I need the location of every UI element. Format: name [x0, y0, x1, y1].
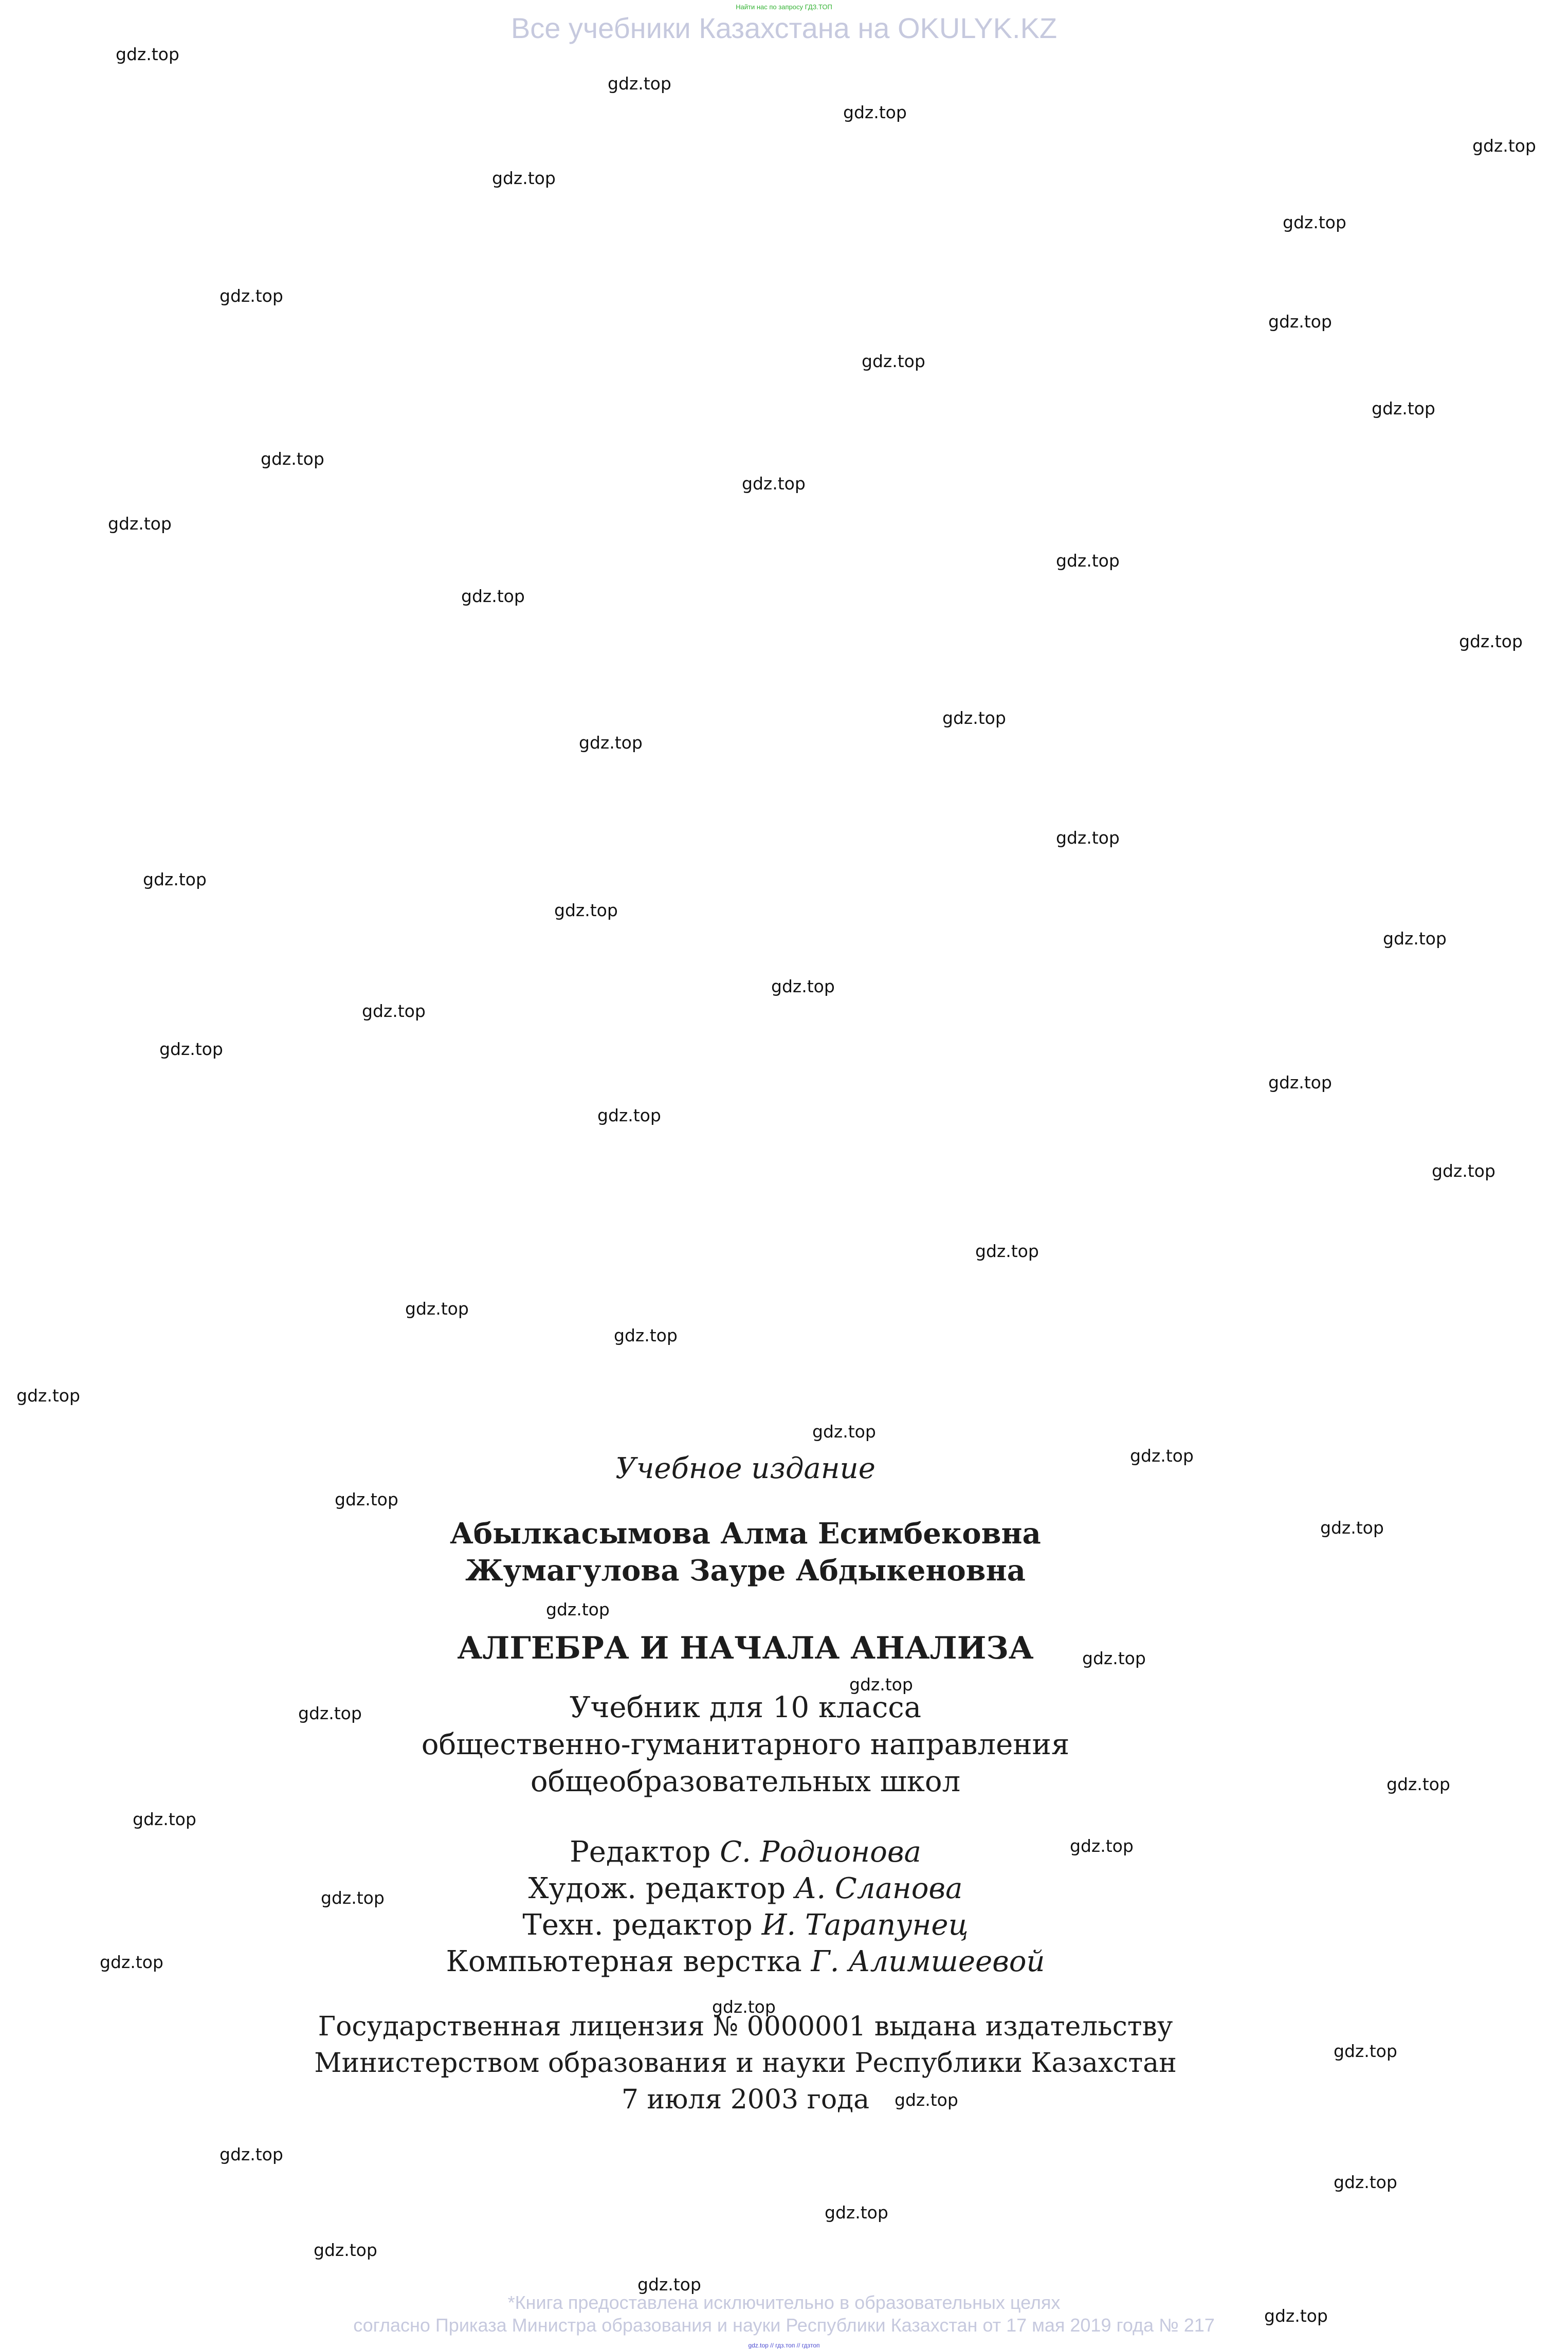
- book-title: АЛГЕБРА И НАЧАЛА АНАЛИЗА: [457, 1630, 1034, 1666]
- watermark: gdz.top: [942, 708, 1006, 728]
- watermark: gdz.top: [261, 449, 324, 469]
- watermark: gdz.top: [812, 1422, 876, 1442]
- watermark: gdz.top: [1082, 1648, 1146, 1668]
- header-note: Найти нас по запросу ГДЗ.ТОП: [736, 3, 832, 11]
- credit-line: [0, 1945, 1491, 1978]
- watermark: gdz.top: [1268, 1072, 1332, 1092]
- watermark: gdz.top: [771, 976, 835, 996]
- watermark: gdz.top: [1372, 398, 1435, 418]
- watermark: gdz.top: [133, 1809, 196, 1829]
- watermark: gdz.top: [862, 351, 925, 371]
- watermark: gdz.top: [614, 1325, 678, 1345]
- credit-line: [0, 1908, 1491, 1942]
- watermark: gdz.top: [608, 74, 671, 94]
- watermark: gdz.top: [1472, 136, 1536, 156]
- watermark: gdz.top: [220, 286, 283, 306]
- watermark: gdz.top: [546, 1599, 610, 1619]
- footer-links[interactable]: gdz.top // гдз.топ // гдзтоп: [748, 2342, 820, 2349]
- footer-disclaimer: *Книга предоставлена исключительно в образовательных целях: [507, 2292, 1061, 2313]
- watermark: gdz.top: [1070, 1836, 1134, 1856]
- license-line: 7 июля 2003 года: [621, 2084, 870, 2115]
- credit-name: С. Родионова: [720, 1835, 921, 1869]
- watermark: gdz.top: [1459, 631, 1523, 651]
- credit-name: И. Тарапунец: [761, 1908, 969, 1942]
- watermark: gdz.top: [554, 900, 618, 920]
- credit-role: Компьютерная верстка: [446, 1945, 802, 1978]
- credit-role: Техн. редактор: [522, 1908, 753, 1942]
- license-line: Государственная лицензия № 0000001 выдана издательству: [318, 2011, 1173, 2042]
- watermark: gdz.top: [1130, 1446, 1194, 1466]
- watermark: gdz.top: [159, 1039, 223, 1059]
- license-line: Министерством образования и науки Республики Казахстан: [314, 2048, 1177, 2079]
- watermark: gdz.top: [220, 2144, 283, 2164]
- watermark: gdz.top: [405, 1299, 469, 1319]
- watermark: gdz.top: [362, 1001, 426, 1021]
- watermark: gdz.top: [1432, 1161, 1496, 1181]
- watermark: gdz.top: [597, 1105, 661, 1125]
- watermark: gdz.top: [637, 2274, 701, 2295]
- watermark: gdz.top: [298, 1703, 362, 1723]
- watermark: gdz.top: [16, 1386, 80, 1406]
- watermark: gdz.top: [849, 1674, 913, 1695]
- watermark: gdz.top: [492, 168, 556, 188]
- watermark: gdz.top: [579, 733, 643, 753]
- watermark: gdz.top: [1320, 1518, 1384, 1538]
- author-name: Абылкасымова Алма Есимбековна: [450, 1517, 1041, 1551]
- credit-role: Худож. редактор: [528, 1872, 786, 1905]
- watermark: gdz.top: [742, 474, 806, 494]
- book-subtitle: Учебник для 10 класса: [569, 1691, 922, 1724]
- watermark: gdz.top: [1387, 1774, 1450, 1794]
- footer-order-reference: согласно Приказа Министра образования и науки Республики Казахстан от 17 мая 2019 года № 217: [353, 2315, 1215, 2336]
- header-banner[interactable]: Все учебники Казахстана на OKULYK.KZ: [510, 12, 1058, 44]
- watermark: gdz.top: [116, 44, 179, 64]
- credit-role: Редактор: [570, 1835, 711, 1869]
- watermark: gdz.top: [843, 102, 907, 122]
- credit-line: [0, 1872, 1491, 1905]
- author-name: Жумагулова Зауре Абдыкеновна: [465, 1554, 1026, 1588]
- watermark: gdz.top: [1283, 212, 1346, 232]
- watermark: gdz.top: [321, 1888, 385, 1908]
- edition-type: Учебное издание: [615, 1452, 876, 1485]
- book-subtitle: общественно-гуманитарного направления: [421, 1728, 1070, 1761]
- watermark: gdz.top: [1334, 2172, 1397, 2192]
- watermark: gdz.top: [143, 869, 207, 889]
- watermark: gdz.top: [1056, 828, 1120, 848]
- credit-name: А. Сланова: [794, 1872, 963, 1905]
- watermark: gdz.top: [825, 2202, 888, 2223]
- watermark: gdz.top: [1056, 551, 1120, 571]
- watermark: gdz.top: [461, 586, 525, 606]
- book-subtitle: общеобразовательных школ: [530, 1765, 961, 1798]
- watermark: gdz.top: [1383, 928, 1447, 949]
- watermark: gdz.top: [335, 1489, 398, 1509]
- credit-line: [0, 1835, 1491, 1869]
- watermark: gdz.top: [1264, 2306, 1328, 2326]
- watermark: gdz.top: [1334, 2041, 1397, 2061]
- watermark: gdz.top: [712, 1997, 776, 2017]
- watermark: gdz.top: [314, 2240, 377, 2260]
- credit-name: Г. Алимшеевой: [811, 1945, 1045, 1978]
- watermark: gdz.top: [1268, 312, 1332, 332]
- watermark: gdz.top: [895, 2090, 958, 2110]
- watermark: gdz.top: [975, 1241, 1039, 1261]
- watermark: gdz.top: [108, 514, 172, 534]
- watermark: gdz.top: [100, 1952, 163, 1972]
